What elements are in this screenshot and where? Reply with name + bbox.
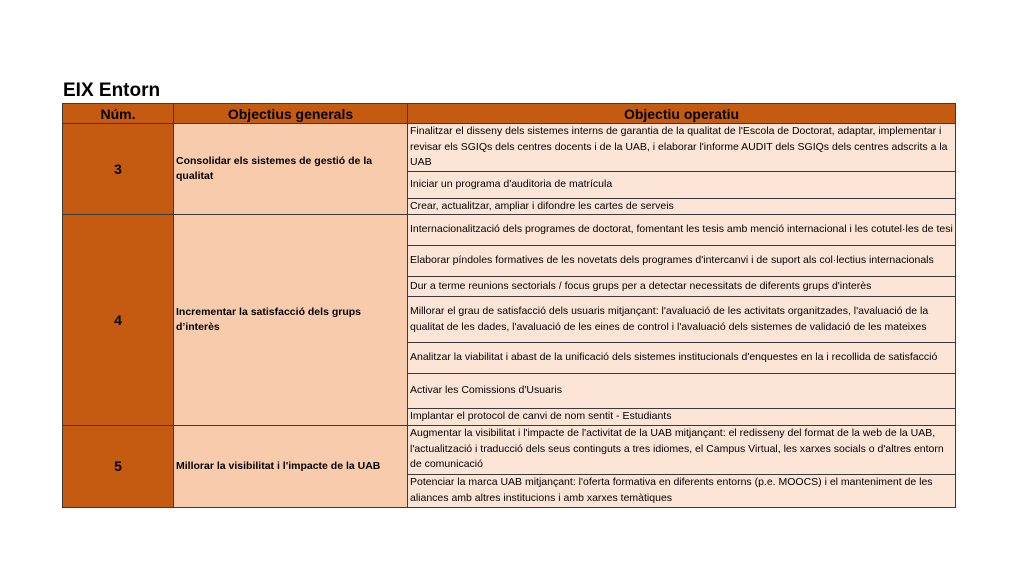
- objectives-table: [62, 103, 956, 508]
- general-objective: Millorar la visibilitat i l'impacte de la UAB: [174, 425, 408, 507]
- operational-objective: Finalitzar el disseny dels sistemes interns de garantia de la qualitat de l'Escola de Doctorat, adaptar, implementar i revisar els SGIQs dels centres docents i de la UAB, i elaborar l'informe AUDIT dels SGIQs dels centres adscrits a la UAB: [408, 124, 956, 172]
- operational-objective: Activar les Comissions d'Usuaris: [408, 374, 956, 409]
- group-number: 5: [63, 425, 174, 507]
- operational-objective: Elaborar píndoles formatives de les novetats dels programes d'intercanvi i de suport als col·lectius internacionals: [408, 246, 956, 277]
- operational-objective: Implantar el protocol de canvi de nom sentit - Estudiants: [408, 409, 956, 426]
- operational-objective: Analitzar la viabilitat i abast de la unificació dels sistemes institucionals d'enquestes en la i recollida de satisfacció: [408, 343, 956, 374]
- group-number: 3: [63, 124, 174, 215]
- operational-objective: Millorar el grau de satisfacció dels usuaris mitjançant: l'avaluació de les activitats organitzades, l'avaluació de la qualitat de les dades, l'avaluació de les eines de control i l'avaluació dels sistemes de validació de les mateixes: [408, 297, 956, 343]
- table-row: [63, 425, 956, 474]
- page-title: EIX Entorn: [63, 80, 161, 101]
- general-objective: Incrementar la satisfacció dels grups d’interès: [174, 215, 408, 426]
- table-row: [63, 124, 956, 172]
- operational-objective: Iniciar un programa d'auditoria de matrícula: [408, 171, 956, 198]
- operational-objective: Augmentar la visibilitat i l'impacte de l'activitat de la UAB mitjançant: el redisseny del format de la web de la UAB, l'actualització i traducció dels seus continguts a tres idiomes, el Campus Virtual, les xarxes socials o d'altres entorn de comunicació: [408, 425, 956, 474]
- header-num: Núm.: [63, 104, 174, 124]
- table-row: [63, 215, 956, 246]
- general-objective: Consolidar els sistemes de gestió de la qualitat: [174, 124, 408, 215]
- operational-objective: Dur a terme reunions sectorials / focus grups per a detectar necessitats de diferents grups d'interès: [408, 277, 956, 297]
- header-general: Objectius generals: [174, 104, 408, 124]
- operational-objective: Potenciar la marca UAB mitjançant: l'oferta formativa en diferents entorns (p.e. MOOCS) i el manteniment de les aliances amb altres institucions i amb xarxes temàtiques: [408, 474, 956, 507]
- header-row: [63, 104, 956, 124]
- group-number: 4: [63, 215, 174, 426]
- operational-objective: Internacionalització dels programes de doctorat, fomentant les tesis amb menció internacional i les cotutel·les de tesi: [408, 215, 956, 246]
- operational-objective: Crear, actualitzar, ampliar i difondre les cartes de serveis: [408, 198, 956, 215]
- header-operational: Objectiu operatiu: [408, 104, 956, 124]
